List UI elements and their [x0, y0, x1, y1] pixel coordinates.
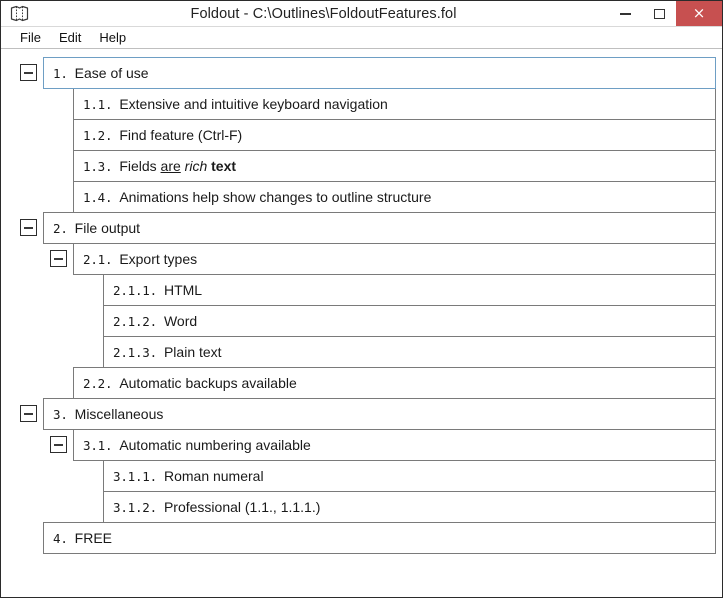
outline-row[interactable]	[73, 243, 716, 275]
outline-row-label	[119, 158, 236, 174]
maximize-button[interactable]	[642, 1, 676, 26]
rich-bold-text: text	[211, 158, 237, 174]
outline-row-number: 1.1.	[83, 96, 113, 112]
outline-row-container	[7, 243, 716, 275]
outline-row-label: File output	[74, 220, 141, 236]
outline-row-label: FREE	[74, 530, 112, 546]
outline-list	[7, 57, 716, 554]
outline-row-number: 2.1.3.	[113, 344, 157, 360]
menu-item-help[interactable]: Help	[99, 29, 127, 45]
outline-row-container	[7, 429, 716, 461]
outline-row-container	[7, 212, 716, 244]
minimize-button[interactable]	[608, 1, 642, 26]
outline-row-number: 2.2.	[83, 375, 113, 391]
outline-row[interactable]	[73, 367, 716, 399]
outline-row-number: 3.1.2.	[113, 499, 157, 515]
outline-row[interactable]	[43, 57, 716, 89]
outline-row[interactable]	[43, 398, 716, 430]
menu-item-edit[interactable]: Edit	[58, 29, 82, 45]
outline-row-number: 1.4.	[83, 189, 113, 205]
outline-row-label: HTML	[163, 282, 203, 298]
outline-row-number: 1.3.	[83, 158, 113, 174]
outline-row-container	[7, 398, 716, 430]
minus-icon	[24, 72, 33, 74]
outline-row-number: 3.1.	[83, 437, 113, 453]
outline-row-container	[7, 522, 716, 554]
outline-row[interactable]	[73, 119, 716, 151]
close-icon: ×	[692, 4, 706, 22]
minus-icon	[54, 444, 63, 446]
outline-row[interactable]	[103, 336, 716, 368]
outline-row[interactable]	[73, 429, 716, 461]
outline-row-container	[7, 305, 716, 337]
outline-pane	[1, 49, 722, 597]
menu-item-file[interactable]: File	[20, 29, 41, 45]
rich-plain-text: Fields	[119, 158, 161, 174]
collapse-toggle-button[interactable]	[20, 219, 37, 236]
outline-row-number: 2.1.1.	[113, 282, 157, 298]
outline-row-container	[7, 88, 716, 120]
minus-icon	[54, 258, 63, 260]
foldout-map-icon	[1, 1, 35, 26]
menu-bar	[1, 27, 722, 49]
close-button[interactable]	[676, 1, 722, 26]
outline-row-label: Export types	[119, 251, 198, 267]
outline-row[interactable]	[43, 212, 716, 244]
outline-row-number: 2.	[53, 220, 68, 236]
rich-underline-text: are	[160, 158, 181, 174]
collapse-toggle-button[interactable]	[20, 64, 37, 81]
outline-row-label: Plain text	[163, 344, 222, 360]
outline-row-container	[7, 336, 716, 368]
outline-row-container	[7, 460, 716, 492]
outline-row-label: Automatic backups available	[119, 375, 297, 391]
outline-row-label: Extensive and intuitive keyboard navigation	[119, 96, 388, 112]
outline-row-number: 3.	[53, 406, 68, 422]
outline-row[interactable]	[43, 522, 716, 554]
outline-row-container	[7, 57, 716, 89]
collapse-toggle-button[interactable]	[20, 405, 37, 422]
outline-row-number: 1.2.	[83, 127, 113, 143]
outline-row-label: Ease of use	[74, 65, 149, 81]
outline-row-label: Professional (1.1., 1.1.1.)	[163, 499, 321, 515]
outline-row-container	[7, 274, 716, 306]
rich-italic-text: rich	[184, 158, 208, 174]
outline-row-number: 3.1.1.	[113, 468, 157, 484]
outline-row[interactable]	[103, 491, 716, 523]
outline-row-number: 2.1.	[83, 251, 113, 267]
window-controls	[608, 1, 722, 26]
outline-row[interactable]	[73, 150, 716, 182]
outline-row-label: Word	[163, 313, 198, 329]
outline-row[interactable]	[73, 181, 716, 213]
collapse-toggle-button[interactable]	[50, 436, 67, 453]
collapse-toggle-button[interactable]	[50, 250, 67, 267]
outline-row-label: Animations help show changes to outline structure	[119, 189, 432, 205]
outline-row-label: Roman numeral	[163, 468, 264, 484]
outline-row-container	[7, 119, 716, 151]
outline-row[interactable]	[73, 88, 716, 120]
outline-row-label: Automatic numbering available	[119, 437, 311, 453]
outline-row[interactable]	[103, 274, 716, 306]
outline-row-label: Find feature (Ctrl-F)	[119, 127, 243, 143]
outline-row-container	[7, 181, 716, 213]
outline-row-number: 1.	[53, 65, 68, 81]
outline-row[interactable]	[103, 305, 716, 337]
outline-row-container	[7, 367, 716, 399]
minus-icon	[24, 413, 33, 415]
title-bar	[1, 1, 722, 27]
outline-row[interactable]	[103, 460, 716, 492]
outline-row-container	[7, 491, 716, 523]
outline-row-container	[7, 150, 716, 182]
outline-row-number: 4.	[53, 530, 68, 546]
outline-row-number: 2.1.2.	[113, 313, 157, 329]
minimize-icon	[620, 13, 631, 15]
window-title: Foldout - C:\Outlines\FoldoutFeatures.fol	[190, 5, 457, 22]
outline-row-label: Miscellaneous	[74, 406, 164, 422]
minus-icon	[24, 227, 33, 229]
maximize-icon	[654, 9, 665, 19]
